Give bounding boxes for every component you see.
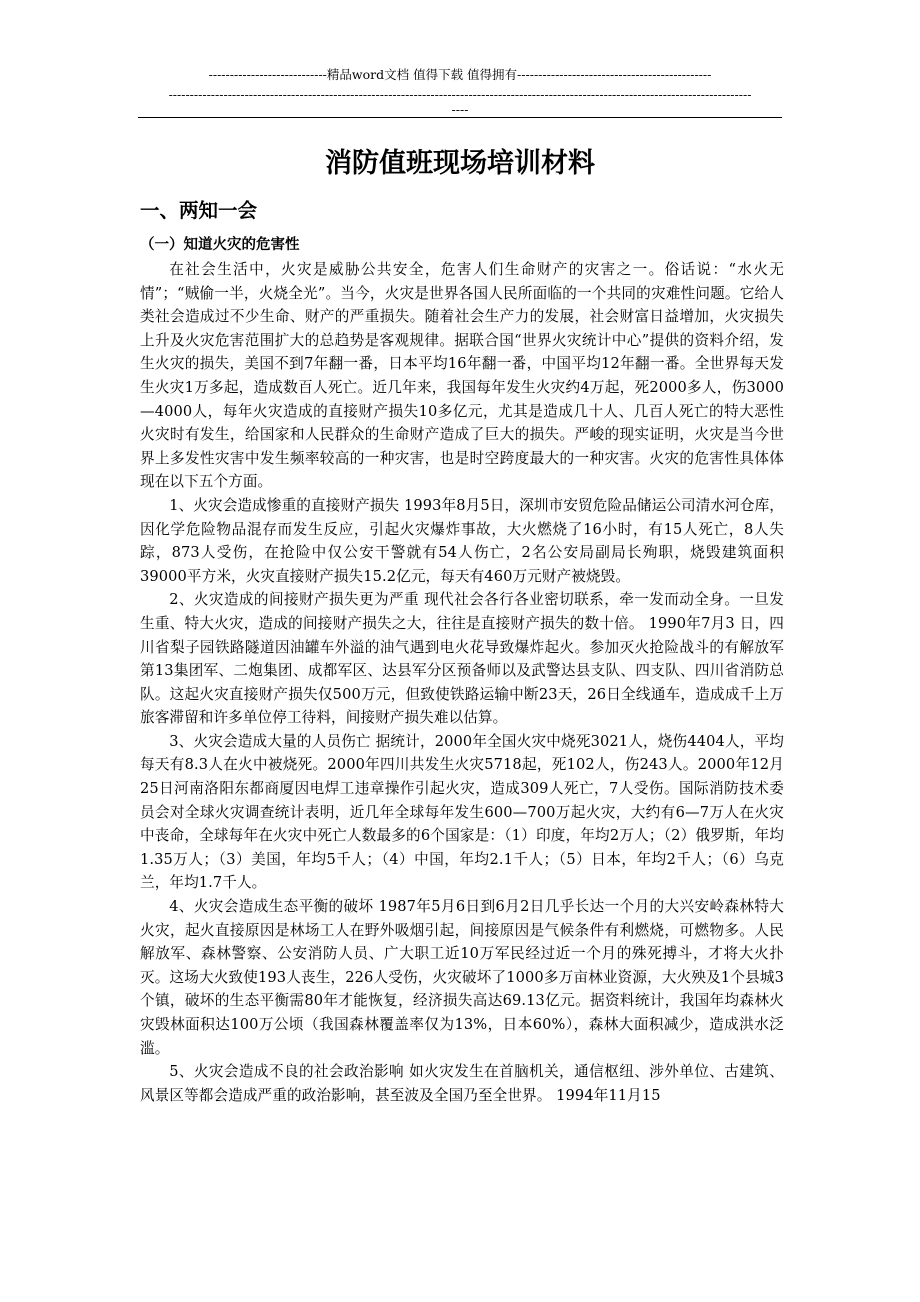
subsection-heading: （一）知道火灾的危害性 — [140, 237, 300, 253]
paragraph-intro: 在社会生活中，火灾是威胁公共安全，危害人们生命财产的灾害之一。俗话说：“水火无情”；“贼偷一半，火烧全光”。当今，火灾是世界各国人民所面临的一个共同的灾难性问题。它给人类社会造成过不少生命、财产的严重损失。随着社会生产力的发展，社会财富日益增加，火灾损失上升及火灾危害范围扩大的总趋势是客观规律。据联合国“世界火灾统计中心”提供的资料介绍，发生火灾的损失，美国不到7年翻一番，日本平均16年翻一番，中国平均12年翻一番。全世界每天发生火灾1万多起，造成数百人死亡。近几年来，我国每年发生火灾约4万起，死2000多人，伤3000—4000人，每年火灾造成的直接财产损失10多亿元，尤其是造成几十人、几百人死亡的特大恶性火灾时有发生，给国家和人民群众的生命财产造成了巨大的损失。严峻的现实证明，火灾是当今世界上多发性灾害中发生频率较高的一种灾害，也是时空跨度最大的一种灾害。火灾的危害性具体体现在以下五个方面。 — [140, 261, 784, 491]
paragraph-item-3: 3、火灾会造成大量的人员伤亡 据统计，2000年全国火灾中烧死3021人，烧伤4404人，平均每天有8.3人在火中被烧死。2000年四川共发生火灾5718起，死102人，伤243人。2000年12月25日河南洛阳东都商厦因电焊工违章操作引起火灾，造成309人死亡，7人受伤。国际消防技术委员会对全球火灾调查统计表明，近几年全球每年发生600—700万起火灾，大约有6—7万人在火灾中丧命，全球每年在火灾中死亡人数最多的6个国家是：（1）印度，年均2万人；（2）俄罗斯，年均1.35万人；（3）美国，年均5千人；（4）中国，年均2.1千人；（5）日本，年均2千人；（6）乌克兰，年均1.7千人。 — [140, 732, 784, 892]
document-body — [140, 258, 784, 1107]
section-heading: 一、两知一会 — [140, 199, 258, 222]
page-header-dashes: ------------------------------------------------------------------------------------------------------------------------------------------ — [168, 87, 752, 102]
paragraph-item-1: 1、火灾会造成惨重的直接财产损失 1993年8月5日，深圳市安贸危险品储运公司清水河仓库，因化学危险物品混存而发生反应，引起火灾爆炸事故，大火燃烧了16小时，有15人死亡，8人失踪，873人受伤，在抢险中仅公安干警就有54人伤亡，2名公安局副局长殉职，烧毁建筑面积39000平方米，火灾直接财产损失15.2亿元，每天有460万元财产被烧毁。 — [140, 496, 784, 585]
page-header-dashes-end: ---- — [451, 102, 469, 117]
header-divider — [138, 117, 782, 118]
page-header-banner: ----------------------------精品word文档 值得下载 值得拥有---------------------------------------------- — [208, 67, 712, 82]
paragraph-item-2: 2、火灾造成的间接财产损失更为严重 现代社会各行各业密切联系，牵一发而动全身。一旦发生重、特大火灾，造成的间接财产损失之大，往往是直接财产损失的数十倍。 1990年7月3 日，四川省梨子园铁路隧道因油罐车外溢的油气遇到电火花导致爆炸起火。参加灭火抢险战斗的有解放军第13集团军、二炮集团、成都军区、达县军分区预备师以及武警达县支队、四支队、四川省消防总队。这起火灾直接财产损失仅500万元，但致使铁路运输中断23天，26日全线通车，造成成千上万旅客滞留和许多单位停工待料，间接财产损失难以估算。 — [140, 591, 784, 727]
paragraph-item-4: 4、火灾会造成生态平衡的破坏 1987年5月6日到6月2日几乎长达一个月的大兴安岭森林特大火灾，起火直接原因是林场工人在野外吸烟引起，间接原因是气候条件有利燃烧，可燃物多。人民解放军、森林警察、公安消防人员、广大职工近10万军民经过近一个月的殊死搏斗，才将大火扑灭。这场大火致使193人丧生，226人受伤，火灾破坏了1000多万亩林业资源，大火殃及1个县城3个镇，破坏的生态平衡需80年才能恢复，经济损失高达69.13亿元。据资料统计，我国年均森林火灾毁林面积达100万公顷（我国森林覆盖率仅为13%，日本60%），森林大面积减少，造成洪水泛滥。 — [140, 898, 784, 1057]
document-title: 消防值班现场培训材料 — [325, 148, 595, 179]
paragraph-item-5: 5、火灾会造成不良的社会政治影响 如火灾发生在首脑机关，通信枢纽、涉外单位、古建筑、风景区等都会造成严重的政治影响，甚至波及全国乃至全世界。 1994年11月15 — [140, 1063, 784, 1104]
